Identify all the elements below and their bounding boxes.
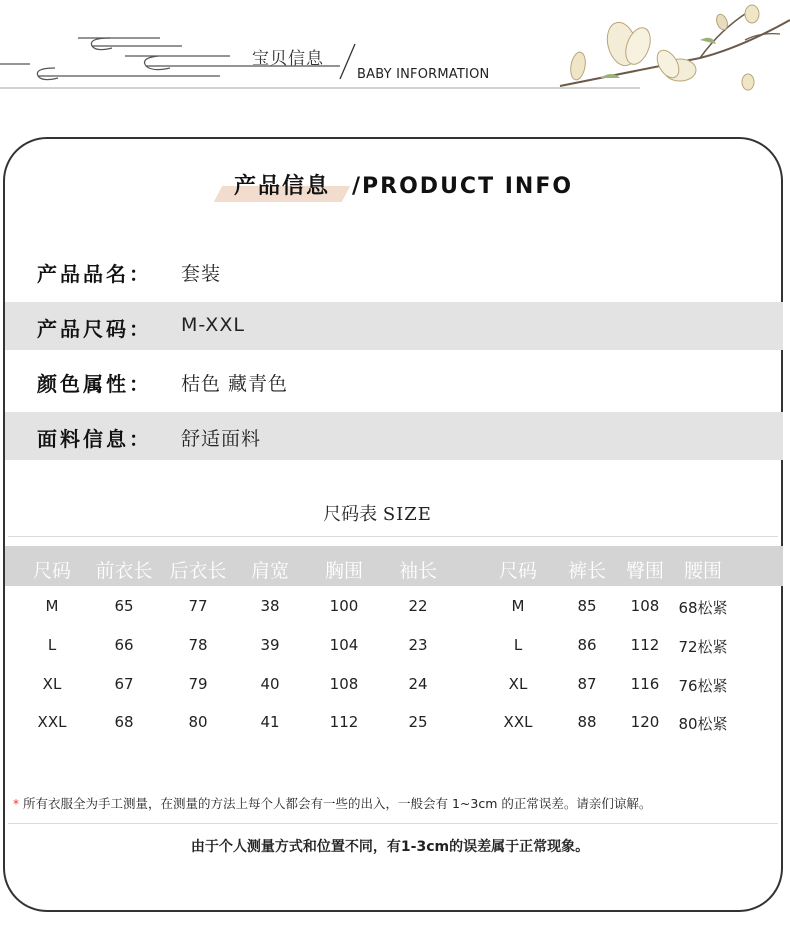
- info-value: 舒适面料: [181, 428, 262, 450]
- note-star-icon: *: [13, 797, 19, 811]
- size-table-cell: XXL: [503, 713, 533, 731]
- info-label: 产品尺码：: [37, 317, 152, 341]
- footer-note: 由于个人测量方式和位置不同，有1-3cm的误差属于正常现象。: [190, 839, 590, 855]
- size-table-cell: 80: [188, 713, 208, 731]
- size-table-cell: 104: [329, 636, 359, 654]
- product-info-title: 产品信息: [234, 174, 331, 199]
- size-table-header-cell: 裤长: [567, 560, 607, 582]
- size-table-cell: 66: [114, 636, 134, 654]
- size-table-cell: 25: [408, 713, 428, 731]
- size-table-cell: 86: [577, 636, 597, 654]
- size-table-cell: 108: [329, 675, 359, 693]
- size-table-cell: L: [47, 636, 57, 654]
- info-label: 颜色属性：: [37, 372, 152, 396]
- size-chart-title-cn: 尺码表: [323, 504, 378, 525]
- measurement-note: [13, 794, 651, 812]
- header-decoration: [0, 0, 790, 100]
- info-row-fabric: [5, 412, 783, 460]
- header-title: 宝贝信息: [252, 49, 324, 69]
- info-row-color: [5, 357, 783, 405]
- info-value: 桔色 藏青色: [181, 373, 289, 395]
- size-table-cell: 65: [114, 597, 134, 615]
- size-table-cell: 24: [408, 675, 428, 693]
- size-table-cell: 41: [260, 713, 280, 731]
- divider: [8, 536, 778, 537]
- size-table-cell: 22: [408, 597, 428, 615]
- size-table-cell: 79: [188, 675, 208, 693]
- magnolia-flower-icon: [560, 5, 790, 90]
- size-table-header-cell: 尺码: [498, 560, 538, 582]
- size-table-cell: 78: [188, 636, 208, 654]
- slash-divider: [340, 44, 355, 79]
- info-value: 套装: [181, 263, 222, 285]
- size-table-cell: M: [511, 597, 525, 615]
- size-table-cell: XL: [42, 675, 62, 693]
- info-label: 产品品名：: [37, 262, 152, 286]
- size-table-cell: 67: [114, 675, 134, 693]
- size-table-header-cell: 尺码: [32, 560, 72, 582]
- size-table-cell: L: [513, 636, 523, 654]
- size-table-cell: M: [45, 597, 59, 615]
- size-table-header-cell: 腰围: [683, 560, 723, 582]
- size-chart-title: [0, 500, 755, 526]
- size-table-cell: 39: [260, 636, 280, 654]
- size-table-header-cell: 袖长: [398, 560, 438, 582]
- product-info-title-en: /PRODUCT INFO: [352, 174, 574, 199]
- size-table-cell: XL: [508, 675, 528, 693]
- divider: [8, 823, 778, 824]
- size-table-cell: 80松紧: [678, 715, 728, 733]
- size-table-cell: 23: [408, 636, 428, 654]
- size-table-cell: 72松紧: [678, 638, 728, 656]
- size-table-cell: 68: [114, 713, 134, 731]
- size-table-cell: 112: [329, 713, 359, 731]
- size-chart-title-en: SIZE: [382, 504, 432, 525]
- note-text: 所有衣服全为手工测量，在测量的方法上每个人都会有一些的出入，一般会有 1~3cm 的正常误差。请亲们谅解。: [22, 796, 652, 811]
- size-table-header-cell: 后衣长: [169, 560, 227, 582]
- size-table-header-cell: 前衣长: [95, 560, 153, 582]
- size-table-header-cell: 胸围: [324, 560, 364, 582]
- size-table-cell: 77: [188, 597, 208, 615]
- size-table-cell: 116: [630, 675, 660, 693]
- size-table-cell: 85: [577, 597, 597, 615]
- size-table-cell: 108: [630, 597, 660, 615]
- header-subtitle: BABY INFORMATION: [357, 67, 490, 82]
- size-table-cell: XXL: [37, 713, 67, 731]
- info-row-name: [5, 247, 783, 295]
- size-table-cell: 112: [630, 636, 660, 654]
- size-table-cell: 87: [577, 675, 597, 693]
- size-table-cell: 68松紧: [678, 599, 728, 617]
- size-table-cell: 40: [260, 675, 280, 693]
- size-table-cell: 88: [577, 713, 597, 731]
- size-table-cell: 100: [329, 597, 359, 615]
- size-table-header-cell: 肩宽: [250, 560, 290, 582]
- info-value: M-XXL: [181, 314, 245, 336]
- size-table-cell: 38: [260, 597, 280, 615]
- info-label: 面料信息：: [37, 427, 152, 451]
- size-table-cell: 76松紧: [678, 677, 728, 695]
- info-row-size: [5, 302, 783, 350]
- size-table-header-cell: 臀围: [625, 560, 665, 582]
- size-table-cell: 120: [630, 713, 660, 731]
